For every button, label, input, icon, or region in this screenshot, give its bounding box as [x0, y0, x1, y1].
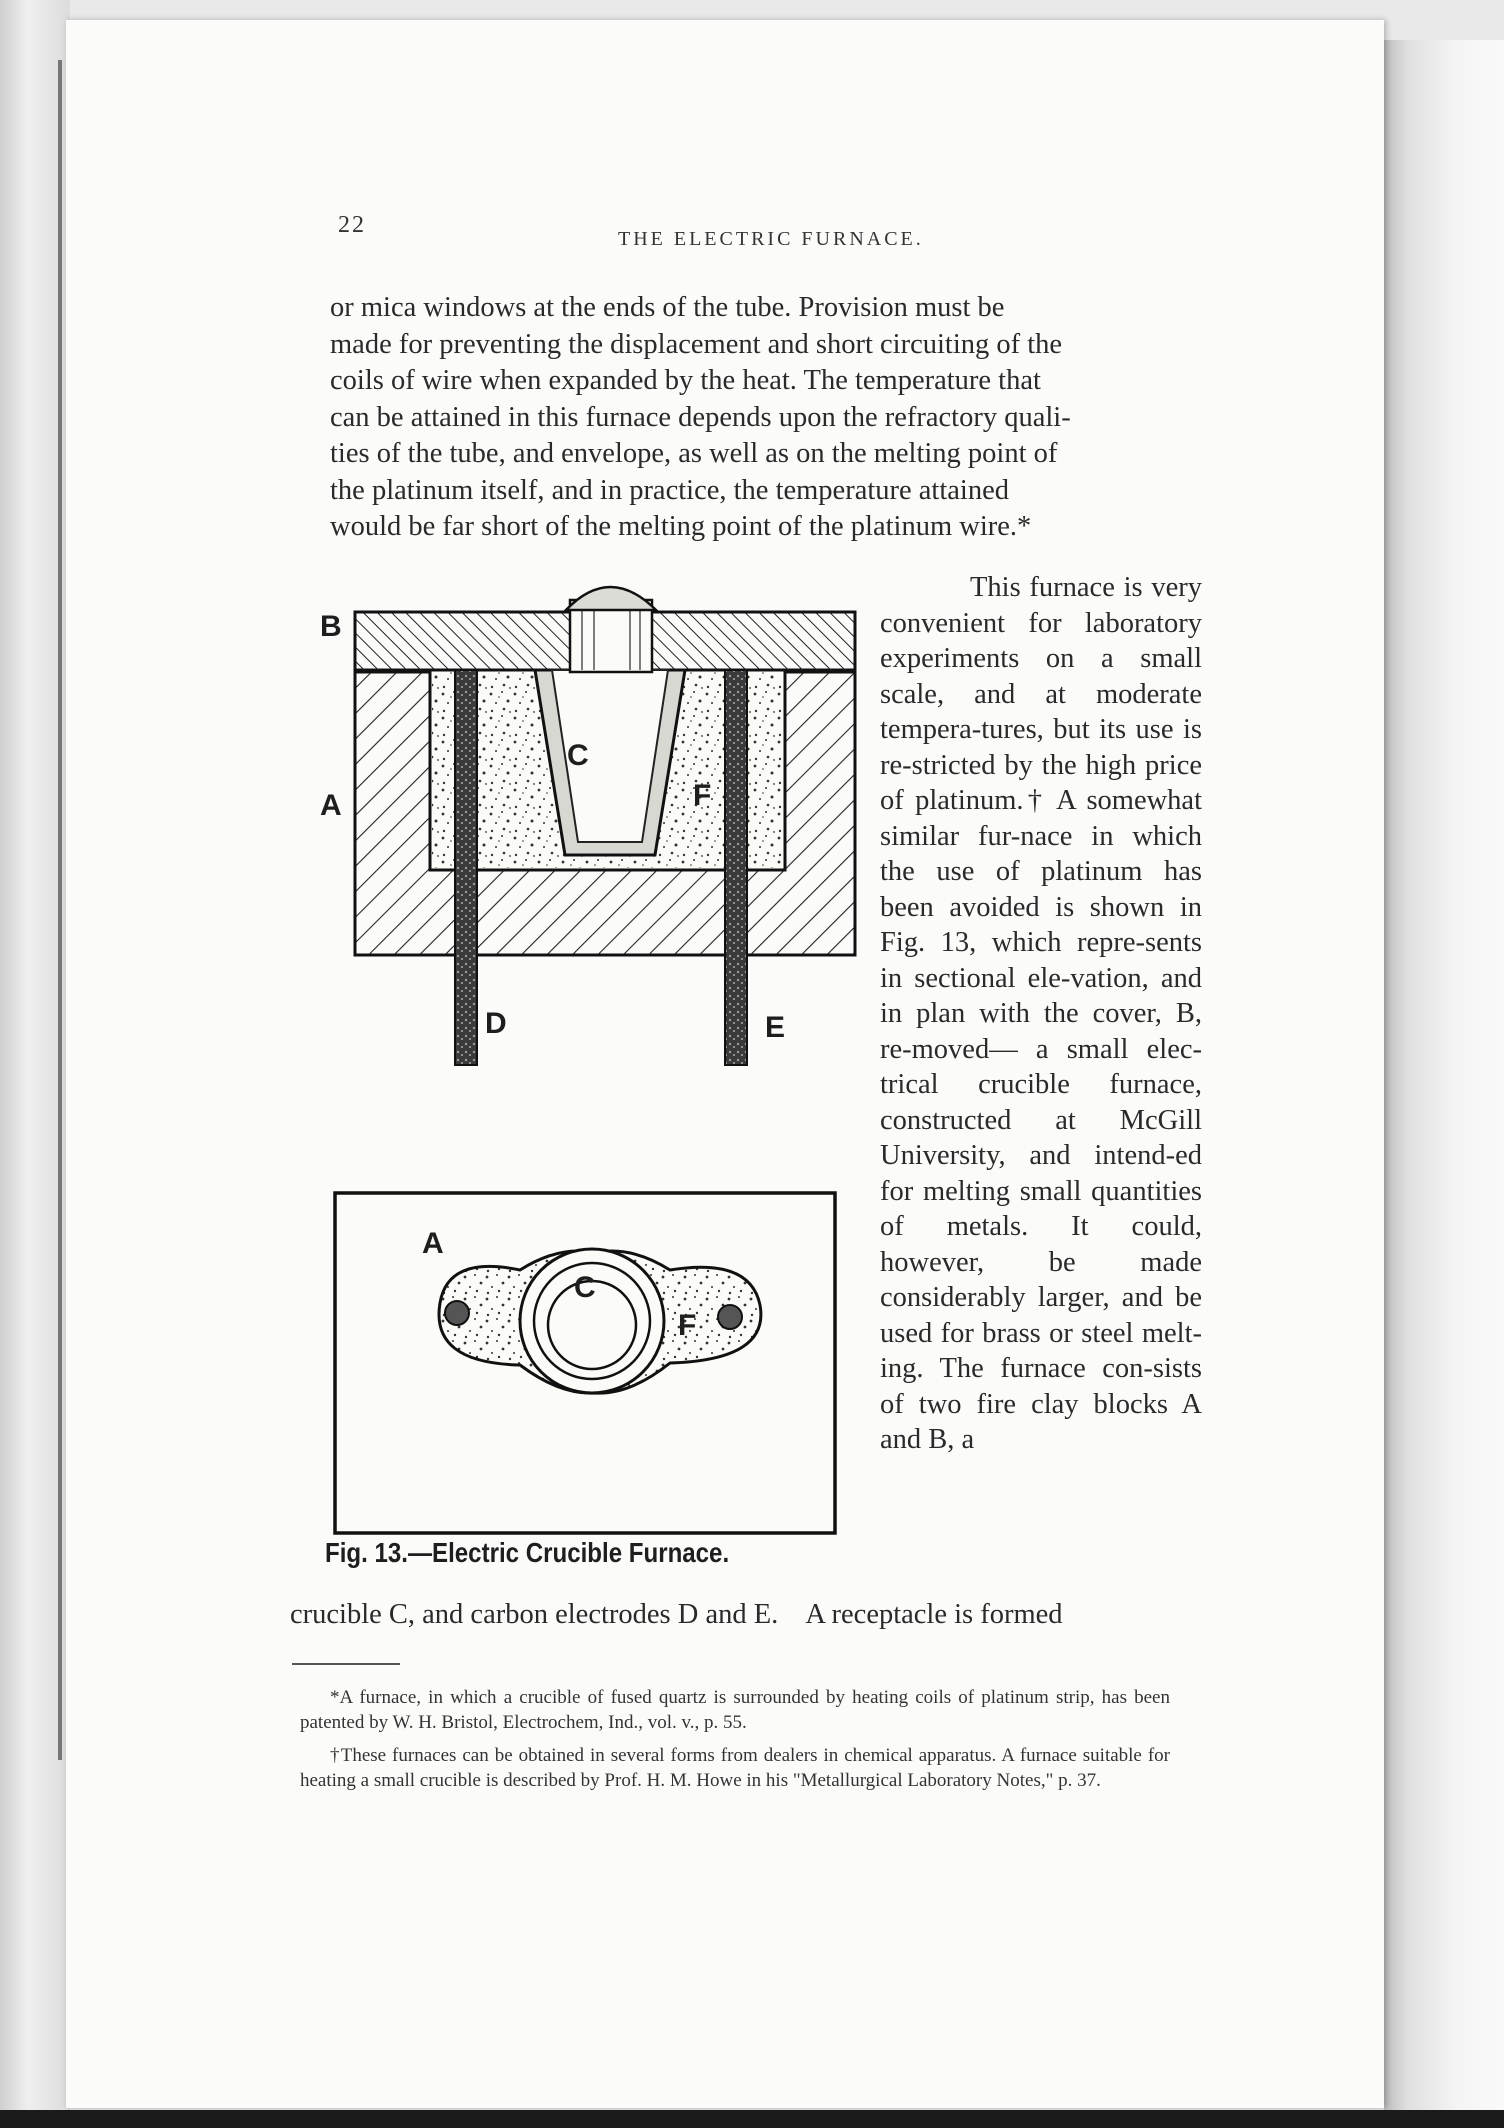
body-text	[330, 290, 1215, 546]
tail-line-left: crucible C, and carbon electrodes D and E.	[290, 1599, 779, 1630]
running-title: THE ELECTRIC FURNACE.	[618, 228, 924, 250]
body-line: made for preventing the displacement and short circuiting of the	[330, 328, 1063, 360]
plan-label-a: A	[422, 1227, 444, 1260]
tail-line	[290, 1597, 1170, 1633]
facing-page-edge	[1384, 40, 1504, 2110]
footnote-rule	[292, 1663, 400, 1665]
tail-line-right: A receptacle is formed	[805, 1599, 1063, 1630]
footnote: †These furnaces can be obtained in several forms from dealers in chemical apparatus. A furnace suitable for heating a small crucible is described by Prof. H. M. Howe in his "Metallurgical Laboratory Notes," p. 37.	[300, 1745, 1170, 1791]
body-line: ties of the tube, and envelope, as well as on the melting point of	[330, 438, 1058, 469]
furnace-elevation-figure	[320, 570, 880, 1090]
footnote: *A furnace, in which a crucible of fused quartz is surrounded by heating coils of platinum strip, has been patented by W. H. Bristol, Electrochem, Ind., vol. v., p. 55.	[300, 1687, 1170, 1733]
label-f: F	[693, 779, 712, 812]
furnace-plan-figure	[330, 1185, 850, 1545]
book-spine-edge	[0, 0, 70, 2110]
page-number: 22	[338, 212, 366, 238]
footnotes	[300, 1685, 1170, 1801]
label-d: D	[485, 1007, 507, 1040]
body-line: or mica windows at the ends of the tube. Provision must be	[330, 292, 1005, 323]
plan-electrode-e	[718, 1305, 742, 1329]
label-a: A	[320, 789, 342, 822]
body-line: coils of wire when expanded by the heat. The temperature that	[330, 365, 1041, 396]
side-paragraph	[880, 570, 1202, 1458]
plan-label-c: C	[574, 1271, 596, 1304]
body-line: would be far short of the melting point of the platinum wire.*	[330, 511, 1032, 542]
body-line: can be attained in this furnace depends upon the refractory quali-	[330, 401, 1071, 433]
label-c: C	[567, 739, 589, 772]
body-line: the platinum itself, and in practice, the temperature attained	[330, 474, 1009, 506]
label-b: B	[320, 610, 342, 643]
side-paragraph-text: This furnace is very convenient for laboratory experiments on a small scale, and at moderate tempera-tures, but its use is re-stricted by the high price of platinum.† A somewhat similar fur-nace in which the use of platinum has been avoided is shown in Fig. 13, which repre-sents in sectional ele-vation, and in plan with the cover, B, re-moved— a small elec-trical crucible furnace, constructed at McGill University, and intend-ed for melting small quantities of metals. It could, however, be made considerably larger, and be used for brass or steel melt-ing. The furnace con-sists of two fire clay blocks A and B, a	[880, 572, 1202, 1455]
plan-electrode-d	[445, 1301, 469, 1325]
electrode-e	[725, 670, 747, 1065]
binding-line	[58, 60, 62, 1760]
figure-caption: Fig. 13.—Electric Crucible Furnace.	[325, 1537, 730, 1568]
lid-dome	[566, 587, 656, 610]
label-e: E	[765, 1011, 786, 1044]
electrode-d	[455, 670, 477, 1065]
plan-label-f: F	[678, 1309, 697, 1342]
scan-bottom-border	[0, 2110, 1504, 2128]
